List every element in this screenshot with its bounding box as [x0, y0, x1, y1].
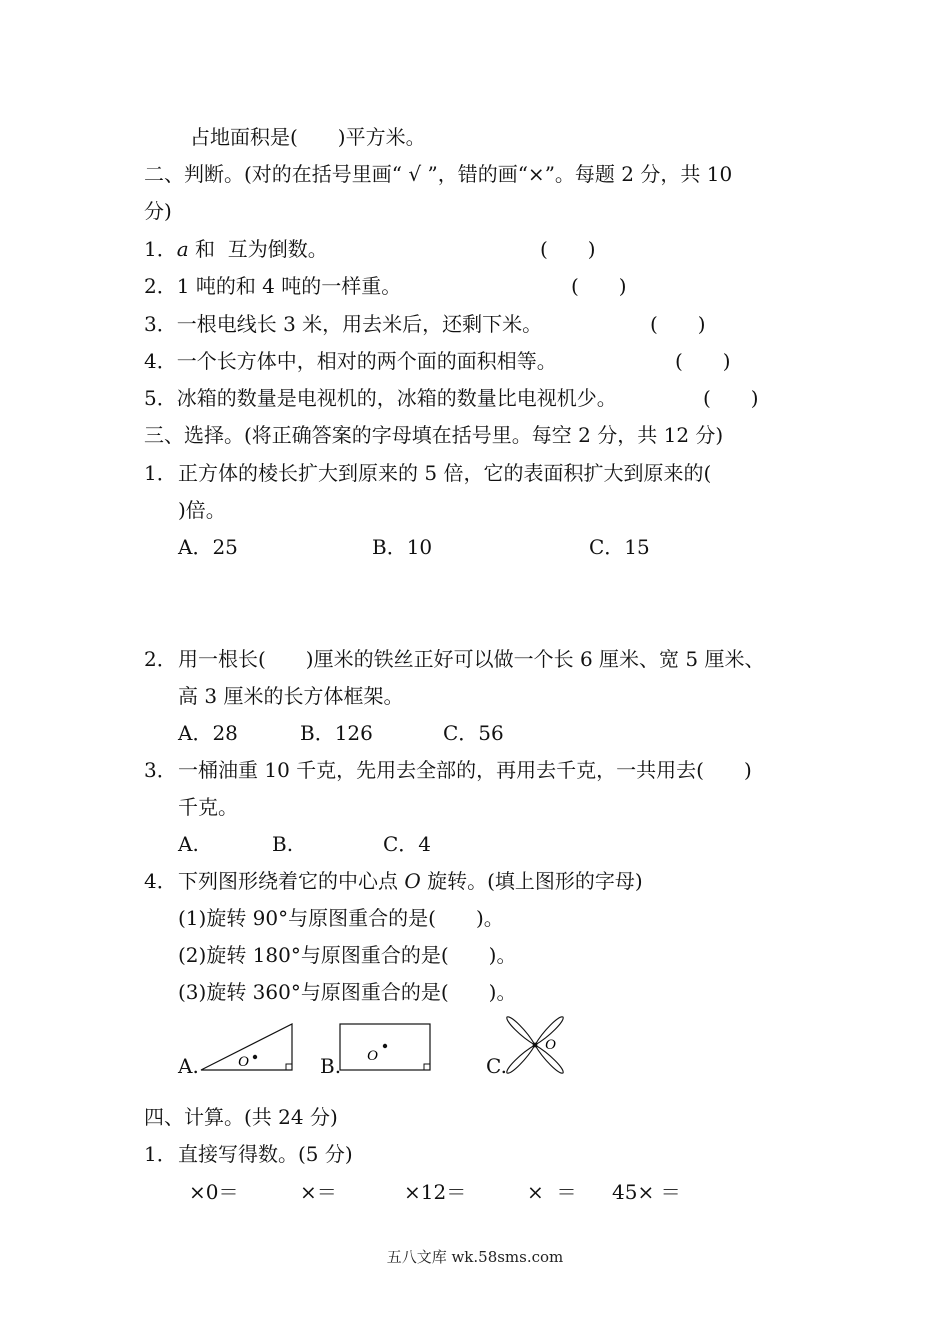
item-text: 冰箱的数量是电视机的，冰箱的数量比电视机少。 [176, 386, 617, 410]
four-petal-flower-figure [502, 1014, 572, 1078]
judge-item-3 [144, 311, 542, 337]
item-number: 3． [144, 312, 177, 336]
rotation-sub-3: (3)旋转 360°与原图重合的是( )。 [178, 980, 517, 1004]
choice-q3-text-cont: 千克。 [178, 795, 238, 819]
rotation-sub-2: (2)旋转 180°与原图重合的是( )。 [178, 943, 517, 967]
judge-item-1 [144, 236, 328, 262]
rotation-sub-1: (1)旋转 90°与原图重合的是( )。 [178, 906, 504, 930]
answer-paren[interactable]: ( ) [675, 349, 731, 373]
section2-heading-cont: 分) [144, 199, 172, 223]
choice-q4-number: 4． [144, 869, 177, 893]
choice-q2-number: 2． [144, 647, 177, 671]
option-c[interactable]: C．56 [443, 721, 504, 745]
option-a[interactable]: A．28 [178, 721, 238, 745]
calc-expression-2: ×＝ [300, 1180, 337, 1204]
figure-b-label[interactable]: B. [320, 1054, 342, 1078]
option-c[interactable]: C．15 [589, 535, 650, 559]
point-o-label: O [367, 1048, 378, 1064]
calc-expression-5: 45× ＝ [612, 1180, 681, 1204]
calc-expression-4: × ＝ [527, 1180, 577, 1204]
choice-q3-number: 3． [144, 758, 177, 782]
area-question-line: 占地面积是( )平方米。 [190, 125, 426, 149]
choice-q3-text: 一桶油重 10 千克，先用去全部的，再用去千克，一共用去( ) [178, 758, 752, 782]
option-b[interactable]: B．10 [372, 535, 433, 559]
choice-q1-text: 正方体的棱长扩大到原来的 5 倍，它的表面积扩大到原来的( [178, 461, 712, 485]
item-number: 1． [144, 237, 177, 261]
option-c[interactable]: C．4 [383, 832, 432, 856]
item-text: 1 吨的和 4 吨的一样重。 [176, 274, 402, 298]
option-a[interactable]: A．25 [178, 535, 238, 559]
judge-item-2 [144, 273, 401, 299]
answer-paren[interactable]: ( ) [703, 386, 759, 410]
calc-expression-1: ×0＝ [189, 1180, 239, 1204]
judge-item-5 [144, 385, 617, 411]
option-b[interactable]: B. [272, 832, 294, 856]
text-part: 旋转。(填上图形的字母) [420, 869, 643, 893]
calc-q1-number: 1． [144, 1142, 177, 1166]
right-triangle-figure [200, 1022, 295, 1072]
calc-expression-3: ×12＝ [404, 1180, 467, 1204]
item-number: 5． [144, 386, 177, 410]
choice-q1-text-cont: )倍。 [178, 498, 226, 522]
choice-q1-number: 1． [144, 461, 177, 485]
item-text: 一根电线长 3 米，用去米后，还剩下米。 [176, 312, 543, 336]
section4-heading: 四、计算。(共 24 分) [144, 1105, 338, 1129]
figure-c-label[interactable]: C. [486, 1054, 507, 1078]
choice-q2-text: 用一根长( )厘米的铁丝正好可以做一个长 6 厘米、宽 5 厘米、 [178, 647, 765, 671]
choice-q2-text-cont: 高 3 厘米的长方体框架。 [178, 684, 404, 708]
text-part: 下列图形绕着它的中心点 [178, 869, 405, 893]
answer-paren[interactable]: ( ) [540, 237, 596, 261]
option-b[interactable]: B．126 [300, 721, 373, 745]
answer-paren[interactable]: ( ) [650, 312, 706, 336]
point-o-label: O [545, 1037, 556, 1053]
option-a[interactable]: A. [178, 832, 199, 856]
item-number: 2． [144, 274, 177, 298]
item-text: 一个长方体中，相对的两个面的面积相等。 [176, 349, 557, 373]
judge-item-4 [144, 348, 557, 374]
rectangle-figure [339, 1023, 434, 1073]
item-number: 4． [144, 349, 177, 373]
variable-a: a [176, 237, 189, 261]
answer-paren[interactable]: ( ) [571, 274, 627, 298]
figure-a-label[interactable]: A. [178, 1054, 199, 1078]
calc-q1-text: 直接写得数。(5 分) [178, 1142, 353, 1166]
section3-heading: 三、选择。(将正确答案的字母填在括号里。每空 2 分，共 12 分) [144, 423, 724, 447]
item-text: 和 互为倒数。 [188, 237, 328, 261]
section2-heading: 二、判断。(对的在括号里画“ √ ”，错的画“×”。每题 2 分，共 10 [144, 162, 733, 186]
footer-watermark: 五八文库 wk.58sms.com [386, 1248, 564, 1266]
choice-q4-text [178, 868, 643, 894]
point-o-label: O [238, 1054, 249, 1070]
center-point-var: O [404, 869, 421, 893]
